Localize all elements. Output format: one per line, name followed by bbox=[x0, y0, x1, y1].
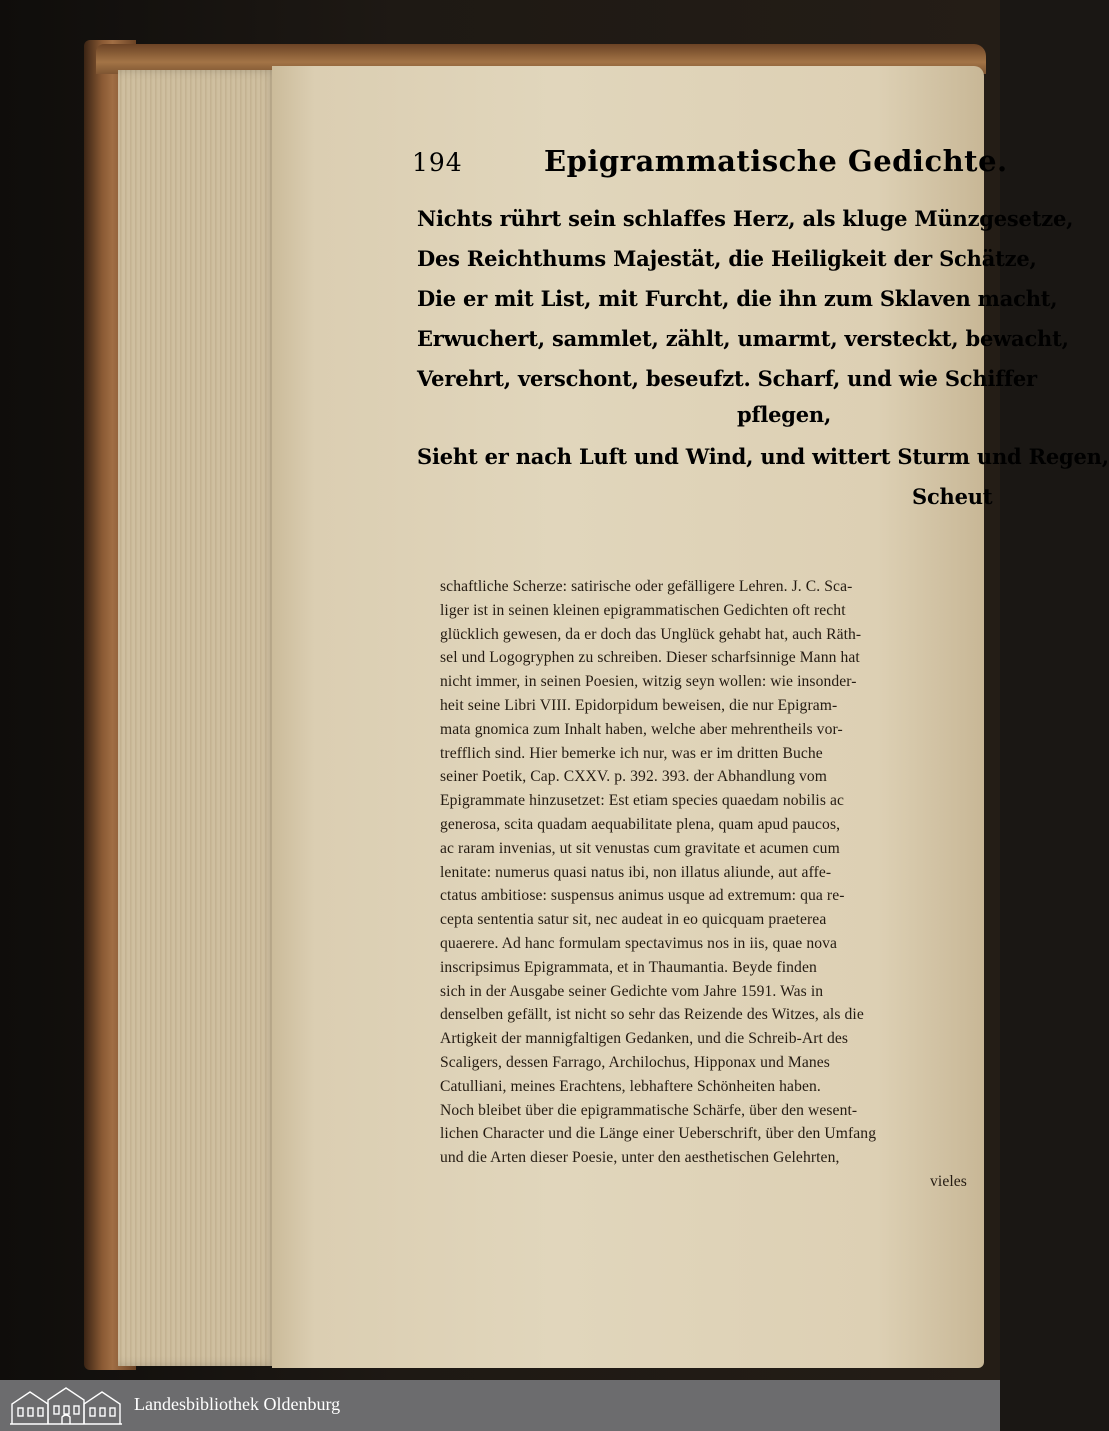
footnote-line: nicht immer, in seinen Poesien, witzig seyn wollen: wie insonder- bbox=[440, 673, 857, 691]
footnote-line: und die Arten dieser Poesie, unter den aesthetischen Gelehrten, bbox=[440, 1149, 840, 1167]
verse-line: Die er mit List, mit Furcht, die ihn zum Sklaven macht, bbox=[417, 286, 1058, 311]
verse-line: pflegen, bbox=[737, 402, 832, 427]
footnote-line: glücklich gewesen, da er doch das Unglück gehabt hat, auch Räth- bbox=[440, 625, 862, 643]
footnote-line: lichen Character und die Länge einer Ueberschrift, über den Umfang bbox=[440, 1125, 877, 1143]
verse-line: Erwuchert, sammlet, zählt, umarmt, versteckt, bewacht, bbox=[417, 326, 1069, 351]
running-title: Epigrammatische Gedichte. bbox=[544, 144, 1008, 178]
catchword: Scheut bbox=[912, 484, 993, 509]
library-name: Landesbibliothek Oldenburg bbox=[134, 1394, 341, 1414]
footnote-line: quaerere. Ad hanc formulam spectavimus nos in iis, quae nova bbox=[440, 935, 838, 952]
footnote-line: Artigkeit der mannigfaltigen Gedanken, und die Schreib-Art des bbox=[440, 1030, 849, 1048]
footnote-line: lenitate: numerus quasi natus ibi, non illatus aliunde, aut affe- bbox=[440, 863, 832, 881]
running-head bbox=[412, 144, 1008, 184]
footnote-line: liger ist in seinen kleinen epigrammatischen Gedichten oft recht bbox=[440, 601, 846, 619]
footnote-line: Catulliani, meines Erachtens, lebhaftere Schönheiten haben. bbox=[440, 1077, 821, 1095]
verse-line: Sieht er nach Luft und Wind, und wittert Sturm und Regen, bbox=[417, 444, 1109, 469]
footnote-line: ctatus ambitiose: suspensus animus usque ad extremum: qua re- bbox=[440, 887, 845, 905]
page-edges bbox=[118, 70, 278, 1366]
library-building-icon bbox=[8, 1384, 124, 1428]
footnote-line: schaftliche Scherze: satirische oder gefälligere Lehren. J. C. Sca- bbox=[440, 578, 853, 595]
footnote-line: Noch bleibet über die epigrammatische Schärfe, über den wesent- bbox=[440, 1101, 858, 1119]
footnote-line: seiner Poetik, Cap. CXXV. p. 392. 393. der Abhandlung vom bbox=[440, 768, 827, 786]
verse-line: Nichts rührt sein schlaffes Herz, als kluge Münzgesetze, bbox=[417, 206, 1074, 231]
book-page bbox=[272, 66, 1109, 1368]
catchword: vieles bbox=[930, 1173, 967, 1190]
footnote-line: sel und Logogryphen zu schreiben. Dieser scharfsinnige Mann hat bbox=[440, 649, 860, 667]
footnote-line: Scaligers, dessen Farrago, Archilochus, Hipponax und Manes bbox=[440, 1054, 830, 1071]
page-number: 194 bbox=[412, 148, 463, 177]
library-banner bbox=[0, 1380, 1000, 1431]
verse-line: Verehrt, verschont, beseufzt. Scharf, und wie Schiffer bbox=[417, 366, 1037, 391]
footnote-line: cepta sententia satur sit, nec audeat in eo quicquam praeterea bbox=[440, 911, 827, 929]
footnote-line: Epigrammate hinzusetzet: Est etiam species quaedam nobilis ac bbox=[440, 792, 845, 810]
footnote-line: inscripsimus Epigrammata, et in Thaumantia. Beyde finden bbox=[440, 958, 817, 976]
footnote-line: trefflich sind. Hier bemerke ich nur, was er im dritten Buche bbox=[440, 744, 823, 762]
footnote-line: generosa, scita quadam aequabilitate plena, quam apud paucos, bbox=[440, 816, 841, 833]
footnote-line: ac raram invenias, ut sit venustas cum gravitate et acumen cum bbox=[440, 839, 840, 857]
footnote-line: mata gnomica zum Inhalt haben, welche aber mehrentheils vor- bbox=[440, 720, 843, 738]
verse-line: Des Reichthums Majestät, die Heiligkeit der Schätze, bbox=[417, 246, 1037, 271]
footnote-line: heit seine Libri VIII. Epidorpidum beweisen, die nur Epigram- bbox=[440, 697, 838, 714]
footnote-line: denselben gefällt, ist nicht so sehr das Reizende des Witzes, als die bbox=[440, 1006, 864, 1024]
footnote-line: sich in der Ausgabe seiner Gedichte vom Jahre 1591. Was in bbox=[440, 982, 824, 1000]
